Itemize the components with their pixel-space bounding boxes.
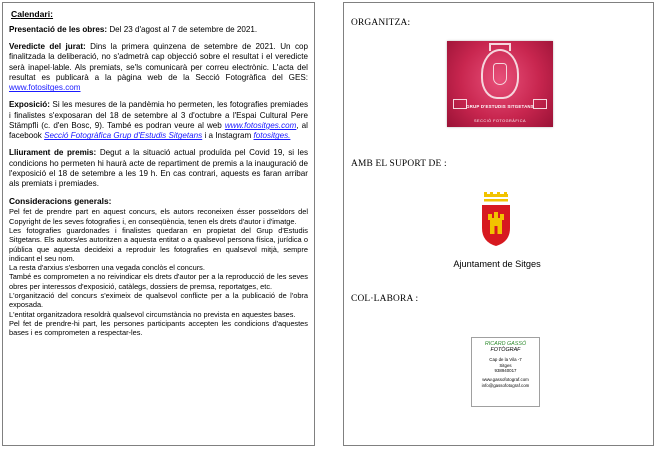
presentacio-paragraph — [9, 25, 308, 35]
veredicte-label: Veredicte del jurat: — [9, 42, 86, 52]
organitza-label: ORGANITZA: — [351, 18, 411, 28]
lliurament-label: Lliurament de premis: — [9, 148, 97, 158]
sitges-shield-icon — [480, 192, 512, 247]
exposicio-mid: , al facebook — [9, 120, 308, 141]
fotositges-link[interactable]: www.fotositges.com — [9, 83, 81, 93]
veredicte-text: Dins la primera quinzena de setembre de 2021. Un cop finalitzada la deliberació, no s'admetrà cap objecció sobre el resultat i el veredicte serà inapel·lable. Als premiats, se'ls comunicarà per correu electrònic. L'acta del resultat es publicarà a la pàgina web de la Secció Fotogràfica del GES: — [9, 42, 308, 82]
rules-page — [2, 2, 315, 446]
logo-band-bottom: SECCIÓ FOTOGRÀFICA — [474, 119, 526, 123]
presentacio-label: Presentació de les obres: — [9, 25, 108, 34]
ges-photo-section-logo — [447, 41, 553, 127]
card-phone: 938940017 — [494, 368, 517, 374]
facebook-link[interactable]: Secció Fotogràfica Grup d'Estudis Sitgetans — [44, 131, 203, 141]
instagram-link[interactable]: fotositges. — [253, 131, 291, 141]
photographer-business-card — [471, 337, 540, 407]
veredicte-paragraph — [9, 42, 308, 93]
presentacio-text: Del 23 d'agost al 7 de setembre de 2021. — [107, 25, 258, 34]
exposicio-paragraph — [9, 100, 308, 141]
consideracions-title: Consideracions generals: — [9, 196, 112, 207]
exposicio-text: Si les mesures de la pandèmia ho permeten, les fotografies premiades i finalistes s'exposaran del 18 de setembre al 3 d'octubre a l'Espai Cultural Pere Stämpfli (c. d'en Bosc, 9). També es podran veure al web — [9, 100, 308, 130]
card-name: RICARD GASSÓ — [484, 341, 527, 347]
calendar-title: Calendari: — [11, 9, 54, 19]
card-city: Sitges — [499, 362, 512, 368]
lliurament-paragraph — [9, 148, 308, 189]
ajuntament-name: Ajuntament de Sitges — [453, 259, 541, 269]
card-address: Cap de la Vila -7 — [489, 357, 522, 363]
consideracio-item: També es comprometen a no reivindicar els drets d'autor per a la reproducció de les seves obres per interessos d'exposició, catàlegs, dossiers de premsa, reportatges, etc. — [9, 272, 308, 291]
consideracio-item: La resta d'arxius s'esborren una vegada conclòs el concurs. — [9, 263, 205, 273]
colabora-label: COL·LABORA : — [351, 294, 419, 304]
lliurament-text: Degut a la situació actual produïda pel Covid 19, si les condicions ho permeten hi haurà acte de repartiment de premis a la inauguració de l'exposició el 18 de setembre a les 19 h. En cas contrari, aquests es faran arribar als premiats i premiades. — [9, 148, 308, 189]
consideracio-item: L'organització del concurs s'eximeix de qualsevol conflicte per a la publicació de l'obra exposada. — [9, 291, 308, 310]
crest-icon — [481, 49, 519, 99]
card-web: www.gassofotograf.com — [482, 376, 529, 382]
consideracio-item: L'entitat organitzadora resoldrà qualsevol circumstància no prevista en aquestes bases. — [9, 309, 296, 319]
card-email: info@gassofotograf.com — [481, 382, 530, 388]
card-role: FOTÒGRAF — [490, 346, 521, 353]
exposicio-label: Exposició: — [9, 100, 50, 110]
logo-band-top: GRUP D'ESTUDIS SITGETANS — [466, 104, 534, 109]
suport-label: AMB EL SUPORT DE : — [351, 159, 447, 169]
consideracio-item: Les fotografies guardonades i finalistes quedaran en propietat del Grup d'Estudis Sitgetans. Els autors/es autoritzen a aquesta entitat o a qualsevol persona física, jurídica o pública que aquesta decideixi a reproduir les fotografies en qualsevol mitjà, sempre indicant el seu nom. — [9, 225, 308, 263]
consideracio-item: Pel fet de prendre-hi part, les persones participants accepten les condicions d'aquestes bases i es comprometen a respectar-les. — [9, 318, 308, 338]
sponsors-page — [343, 2, 654, 446]
exposicio-mid2: i a Instagram — [202, 131, 254, 141]
consideracions-body — [9, 207, 308, 337]
consideracio-item: Pel fet de prendre part en aquest concurs, els autors reconeixen ésser posseïdors del Copyright de les seves fotografies i, en conseqüència, tenen els drets d'autor i d'imatge. — [9, 207, 308, 226]
fotositges-web-link[interactable]: www.fotositges.com — [224, 120, 297, 130]
